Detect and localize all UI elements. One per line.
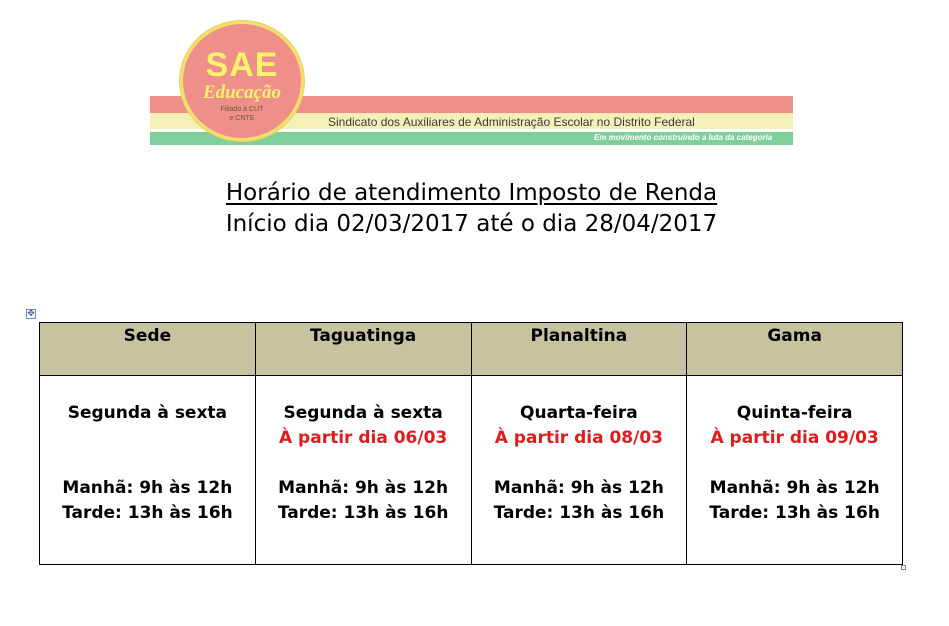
org-motto: Em movimento construindo a luta da categoria (594, 133, 773, 142)
schedule-cell-sede (40, 376, 256, 565)
morning-hours: Manhã: 9h às 12h (278, 478, 449, 498)
table-row (40, 376, 903, 565)
column-header-sede: Sede (40, 323, 256, 376)
schedule-table (39, 322, 903, 565)
start-date-label (40, 426, 255, 451)
schedule-cell-planaltina (471, 376, 687, 565)
days-label: Quinta-feira (736, 403, 853, 423)
start-date-label: À partir dia 06/03 (278, 428, 448, 448)
morning-hours: Manhã: 9h às 12h (709, 478, 880, 498)
table-header-row (40, 323, 903, 376)
column-header-taguatinga: Taguatinga (255, 323, 471, 376)
org-name: Sindicato dos Auxiliares de Administração Escolar no Distrito Federal (328, 115, 695, 129)
logo-name: SAE (205, 46, 279, 84)
page-title: Horário de atendimento Imposto de Renda (225, 180, 718, 206)
table-resize-handle[interactable] (901, 565, 906, 570)
logo-affiliation-1: Filiado à CUT (220, 106, 264, 113)
logo-subtitle: Educação (202, 82, 282, 103)
start-date-label: À partir dia 09/03 (710, 428, 879, 448)
logo-affiliation-2: e CNTE (229, 115, 255, 122)
morning-hours: Manhã: 9h às 12h (493, 478, 664, 498)
schedule-cell-taguatinga (255, 376, 471, 565)
column-header-planaltina: Planaltina (471, 323, 687, 376)
afternoon-hours: Tarde: 13h às 16h (493, 503, 665, 523)
page-subtitle: Início dia 02/03/2017 até o dia 28/04/2017 (225, 211, 718, 237)
days-label: Segunda à sexta (67, 403, 228, 423)
column-header-gama: Gama (687, 323, 903, 376)
start-date-label: À partir dia 08/03 (494, 428, 663, 448)
days-label: Segunda à sexta (283, 403, 443, 423)
schedule-cell-gama (687, 376, 903, 565)
days-label: Quarta-feira (520, 403, 638, 423)
table-move-handle-icon[interactable]: ✥ (27, 309, 35, 319)
afternoon-hours: Tarde: 13h às 16h (62, 503, 233, 523)
afternoon-hours: Tarde: 13h às 16h (709, 503, 880, 523)
morning-hours: Manhã: 9h às 12h (62, 478, 233, 498)
sae-logo (180, 21, 304, 141)
afternoon-hours: Tarde: 13h às 16h (277, 503, 449, 523)
